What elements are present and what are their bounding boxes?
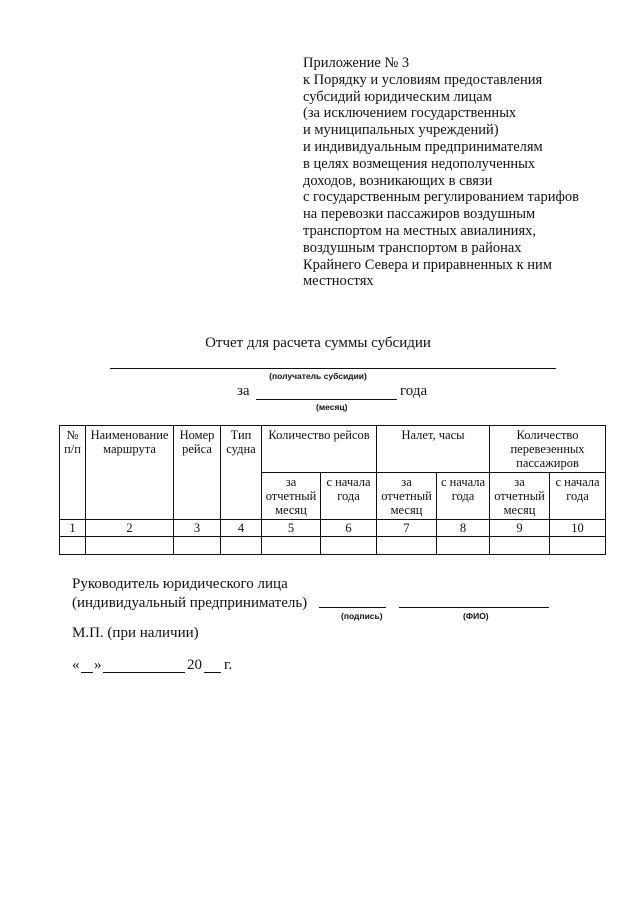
date-suffix: г. bbox=[224, 657, 233, 673]
appendix-line: местностях bbox=[303, 273, 374, 290]
sub-month: за отчетный месяц bbox=[490, 473, 550, 520]
signature-title: Руководитель юридического лица bbox=[72, 576, 288, 592]
column-number: 2 bbox=[86, 520, 174, 537]
report-title: Отчет для расчета суммы субсидии bbox=[205, 335, 431, 351]
sub-year: с начала года bbox=[437, 473, 490, 520]
appendix-line: и муниципальных учреждений) bbox=[303, 122, 499, 139]
sub-year: с начала года bbox=[550, 473, 606, 520]
sub-month: за отчетный месяц bbox=[262, 473, 321, 520]
appendix-header bbox=[303, 55, 623, 290]
signature-underline bbox=[319, 607, 386, 608]
table-cell bbox=[174, 537, 221, 555]
appendix-line: воздушным транспортом в районах bbox=[303, 239, 522, 256]
table-empty-row bbox=[60, 537, 606, 555]
date-day-underline bbox=[81, 672, 93, 673]
table-cell bbox=[377, 537, 437, 555]
appendix-line: и индивидуальным предпринимателям bbox=[303, 138, 543, 155]
table-cell bbox=[262, 537, 321, 555]
appendix-line: к Порядку и условиям предоставления bbox=[303, 71, 543, 88]
header-num: № п/п bbox=[60, 426, 86, 520]
header-flight-hours: Налет, часы bbox=[377, 426, 490, 473]
appendix-line: Крайнего Севера и приравненных к ним bbox=[303, 256, 552, 273]
header-vessel: Тип судна bbox=[221, 426, 262, 520]
recipient-caption: (получатель субсидии) bbox=[269, 371, 367, 381]
table-cell bbox=[221, 537, 262, 555]
appendix-line: доходов, возникающих в связи bbox=[303, 172, 493, 189]
month-caption: (месяц) bbox=[316, 402, 348, 412]
column-number: 6 bbox=[321, 520, 377, 537]
appendix-line: транспортом на местных авиалиниях, bbox=[303, 222, 536, 239]
table-cell bbox=[550, 537, 606, 555]
column-number: 4 bbox=[221, 520, 262, 537]
table-header-row bbox=[60, 426, 606, 473]
column-number: 3 bbox=[174, 520, 221, 537]
name-underline bbox=[399, 607, 549, 608]
header-passengers: Количество перевезенных пассажиров bbox=[490, 426, 606, 473]
date-quote-open: « bbox=[72, 657, 80, 673]
table-cell bbox=[490, 537, 550, 555]
column-number: 1 bbox=[60, 520, 86, 537]
table-cell bbox=[437, 537, 490, 555]
report-table bbox=[59, 425, 606, 555]
header-flight: Номер рейса bbox=[174, 426, 221, 520]
sub-month: за отчетный месяц bbox=[377, 473, 437, 520]
column-number: 7 bbox=[377, 520, 437, 537]
signature-subtitle: (индивидуальный предприниматель) bbox=[72, 595, 308, 611]
appendix-line: (за исключением государственных bbox=[303, 105, 517, 122]
sign-caption: (подпись) bbox=[341, 611, 383, 621]
recipient-underline bbox=[110, 368, 556, 369]
header-route: Наименование маршрута bbox=[86, 426, 174, 520]
header-flights-count: Количество рейсов bbox=[262, 426, 377, 473]
date-quote-close: » bbox=[94, 657, 102, 673]
column-number: 8 bbox=[437, 520, 490, 537]
date-year-underline bbox=[204, 672, 221, 673]
table-number-row bbox=[60, 520, 606, 537]
date-month-underline bbox=[103, 672, 185, 673]
date-year-prefix: 20 bbox=[187, 657, 202, 673]
table-cell bbox=[86, 537, 174, 555]
column-number: 10 bbox=[550, 520, 606, 537]
table-cell bbox=[60, 537, 86, 555]
period-underline bbox=[256, 399, 397, 400]
appendix-line: в целях возмещения недополученных bbox=[303, 155, 536, 172]
appendix-line: субсидий юридическим лицам bbox=[303, 88, 492, 105]
period-prefix: за bbox=[237, 383, 250, 399]
sub-year: с начала года bbox=[321, 473, 377, 520]
column-number: 5 bbox=[262, 520, 321, 537]
name-caption: (ФИО) bbox=[463, 611, 489, 621]
appendix-line: с государственным регулированием тарифов bbox=[303, 189, 579, 206]
period-suffix: года bbox=[400, 383, 428, 399]
table-cell bbox=[321, 537, 377, 555]
appendix-line: Приложение № 3 bbox=[303, 55, 410, 71]
appendix-line: на перевозки пассажиров воздушным bbox=[303, 206, 536, 223]
stamp-label: М.П. (при наличии) bbox=[72, 625, 199, 641]
column-number: 9 bbox=[490, 520, 550, 537]
